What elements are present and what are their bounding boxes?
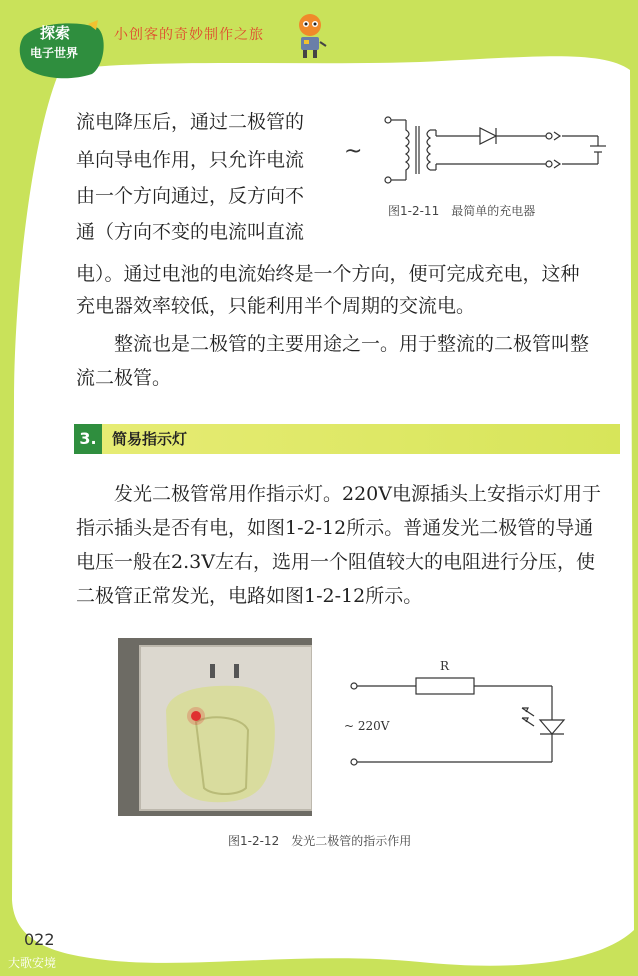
series-title: 小创客的奇妙制作之旅 xyxy=(114,27,264,43)
figure-led-indicator-circuit xyxy=(340,654,600,774)
indicator-paragraph-line-4: 二极管正常发光，电路如图1-2-12所示。 xyxy=(76,585,423,607)
section-number: 3. xyxy=(74,424,102,454)
rectifier-paragraph-line-2: 流二极管。 xyxy=(76,367,172,389)
indicator-paragraph-line-3: 电压一般在2.3V左右，选用一个阻值较大的电阻进行分压，使 xyxy=(76,551,595,573)
ac-symbol: ~ xyxy=(344,139,363,164)
top-paragraph-line-3: 由一个方向通过，反方向不 xyxy=(76,185,305,207)
figure-charger-circuit xyxy=(340,108,610,198)
top-paragraph-line-1: 流电降压后，通过二极管的 xyxy=(76,111,305,133)
top-paragraph-cont-1: 电）。通过电池的电流始终是一个方向，便可完成充电，这种 xyxy=(76,263,580,285)
socket-photo-drawing xyxy=(118,638,312,816)
top-paragraph-line-4: 通（方向不变的电流叫直流 xyxy=(76,221,305,243)
badge-title: 探索 xyxy=(40,24,71,42)
indicator-paragraph-line-1: 发光二极管常用作指示灯。220V电源插头上安指示灯用于 xyxy=(76,483,601,505)
figure2-caption: 图1-2-12 发光二极管的指示作用 xyxy=(228,834,412,848)
page-number: 022 xyxy=(24,930,55,949)
resistor-label: R xyxy=(440,659,450,673)
indicator-paragraph-line-2: 指示插头是否有电，如图1-2-12所示。普通发光二极管的导通 xyxy=(76,517,594,539)
page-header xyxy=(18,8,358,88)
section-title: 简易指示灯 xyxy=(112,430,188,448)
robot-mascot-icon xyxy=(290,12,330,62)
section-heading xyxy=(74,424,620,454)
voltage-label: ~ 220V xyxy=(344,719,390,733)
top-paragraph-cont-2: 充电器效率较低，只能利用半个周期的交流电。 xyxy=(76,295,476,317)
socket-photo xyxy=(118,638,312,816)
watermark: 大歌安境 xyxy=(8,956,57,970)
figure1-caption: 图1-2-11 最简单的充电器 xyxy=(388,204,536,218)
badge-subtitle: 电子世界 xyxy=(30,46,79,60)
top-paragraph-line-2: 单向导电作用，只允许电流 xyxy=(76,149,305,171)
rectifier-paragraph-line-1: 整流也是二极管的主要用途之一。用于整流的二极管叫整 xyxy=(76,333,590,355)
